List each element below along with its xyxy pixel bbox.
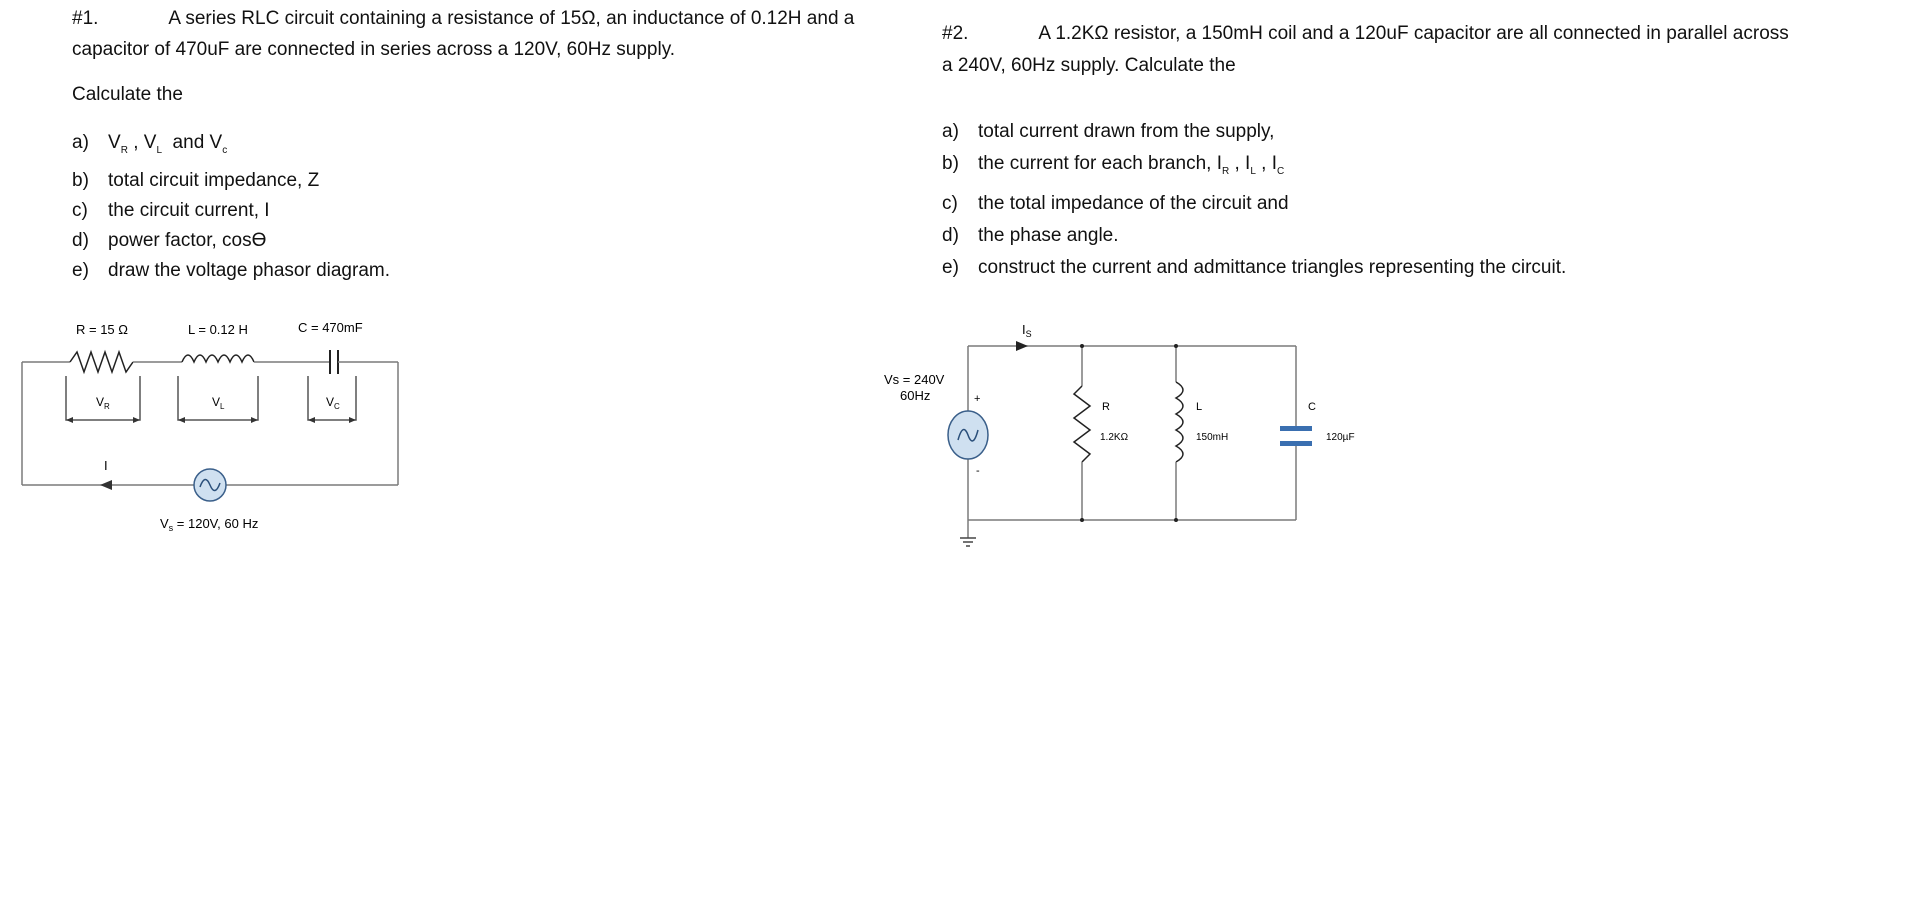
text-segment: , V	[127, 132, 157, 153]
subscript: C	[1277, 165, 1285, 177]
is-label: $I_S$	[1022, 322, 1032, 339]
question-item-text: the total impedance of the circuit and	[978, 192, 1289, 214]
capacitor-plate-top	[1280, 426, 1312, 431]
problem1-statement-line2: capacitor of 470uF are connected in series across a 120V, 60Hz supply.	[72, 39, 676, 60]
vs-label-line2: 60Hz	[900, 388, 931, 403]
inductor-label: L = 0.12 H	[188, 322, 248, 337]
is-arrow	[1016, 341, 1028, 351]
vs-label-line1: Vs = 240V	[884, 372, 945, 387]
problem1-question-list	[72, 128, 390, 286]
question-item-label: e)	[72, 259, 89, 281]
question-item-text	[978, 148, 1284, 188]
minus-sign: -	[976, 465, 980, 477]
text-segment: and V	[162, 132, 223, 153]
question-item-label: e)	[942, 256, 959, 278]
problem1-statement-line1	[72, 8, 854, 30]
source-label: $V_s = 120V$, 60 Hz	[160, 516, 259, 533]
vr-arrow-left	[66, 417, 73, 423]
question-item	[72, 196, 390, 226]
question-item	[72, 128, 390, 166]
series-rlc-circuit-diagram	[0, 310, 420, 540]
parallel-inductor-symbol	[1176, 382, 1183, 462]
vc-arrow-right	[349, 417, 356, 423]
vc-arrow-left	[308, 417, 315, 423]
question-item-label: b)	[72, 169, 89, 191]
problem2-statement-line2: a 240V, 60Hz supply. Calculate the	[942, 55, 1236, 76]
problem1-calculate-label: Calculate the	[72, 84, 183, 105]
problem2-question-list	[942, 116, 1566, 284]
parallel-resistor-symbol	[1074, 386, 1090, 462]
question-item	[942, 148, 1566, 188]
question-item-label: b)	[942, 153, 959, 174]
subscript: R	[1221, 165, 1230, 177]
question-item-text: construct the current and admittance triangles representing the circuit.	[978, 256, 1567, 278]
current-label: I	[104, 458, 108, 473]
question-item	[72, 256, 390, 286]
node-dot	[1174, 344, 1178, 348]
question-item-text: draw the voltage phasor diagram.	[108, 259, 390, 281]
question-item	[942, 116, 1566, 148]
node-dot	[1080, 344, 1084, 348]
problem1-number: #1.	[72, 8, 99, 29]
vl-arrow-left	[178, 417, 185, 423]
question-item-label: a)	[72, 132, 89, 153]
question-item-text	[108, 128, 227, 166]
subscript: R	[120, 144, 128, 156]
text-segment: , I	[1229, 153, 1251, 174]
question-item-text: power factor, cosϴ	[108, 229, 267, 251]
capacitor-label: C	[1308, 401, 1316, 413]
resistor-value: 1.2KΩ	[1100, 432, 1129, 443]
problem2-statement-text1: A 1.2KΩ resistor, a 150mH coil and a 120uF capacitor are all connected in parallel across	[1038, 23, 1789, 44]
vl-label: $V_L$	[212, 395, 225, 411]
question-item-text: total circuit impedance, Z	[108, 169, 320, 191]
capacitor-plate-bottom	[1280, 441, 1312, 446]
question-item	[942, 188, 1566, 220]
question-item	[72, 226, 390, 256]
capacitor-value: 120µF	[1326, 432, 1355, 443]
text-segment: , I	[1255, 153, 1278, 174]
vl-arrow-right	[251, 417, 258, 423]
question-item-text: total current drawn from the supply,	[978, 121, 1275, 142]
subscript: L	[1250, 165, 1256, 177]
question-item	[72, 166, 390, 196]
resistor-symbol	[70, 352, 133, 372]
inductor-label: L	[1196, 401, 1203, 413]
node-dot	[1080, 518, 1084, 522]
question-item-label: c)	[942, 192, 958, 214]
plus-sign: +	[974, 393, 981, 405]
problem2-number: #2.	[942, 23, 969, 44]
question-item-text: the phase angle.	[978, 224, 1119, 246]
question-item-label: c)	[72, 199, 88, 221]
text-segment: the current for each branch, I	[978, 153, 1222, 174]
resistor-label: R	[1102, 401, 1110, 413]
inductor-symbol	[182, 355, 254, 362]
question-item	[942, 252, 1566, 284]
vr-label: $V_R$	[96, 395, 110, 411]
current-arrow	[100, 480, 112, 490]
subscript: L	[156, 144, 162, 156]
node-dot	[1174, 518, 1178, 522]
question-item-label: d)	[72, 229, 89, 251]
parallel-rlc-circuit-diagram	[870, 310, 1390, 550]
subscript: c	[222, 144, 228, 156]
question-item-label: d)	[942, 224, 959, 246]
resistor-label: R = 15 Ω	[76, 322, 128, 337]
vr-arrow-right	[133, 417, 140, 423]
question-item-label: a)	[942, 121, 959, 142]
problem2-statement-line1	[942, 23, 1789, 45]
problem1-statement-text1: A series RLC circuit containing a resistance of 15Ω, an inductance of 0.12H and a	[168, 8, 855, 29]
vc-label: $V_C$	[326, 395, 340, 411]
capacitor-label: C = 470mF	[298, 320, 363, 335]
inductor-value: 150mH	[1196, 432, 1229, 443]
text-segment: V	[108, 132, 121, 153]
question-item	[942, 220, 1566, 252]
question-item-text: the circuit current, I	[108, 199, 270, 221]
